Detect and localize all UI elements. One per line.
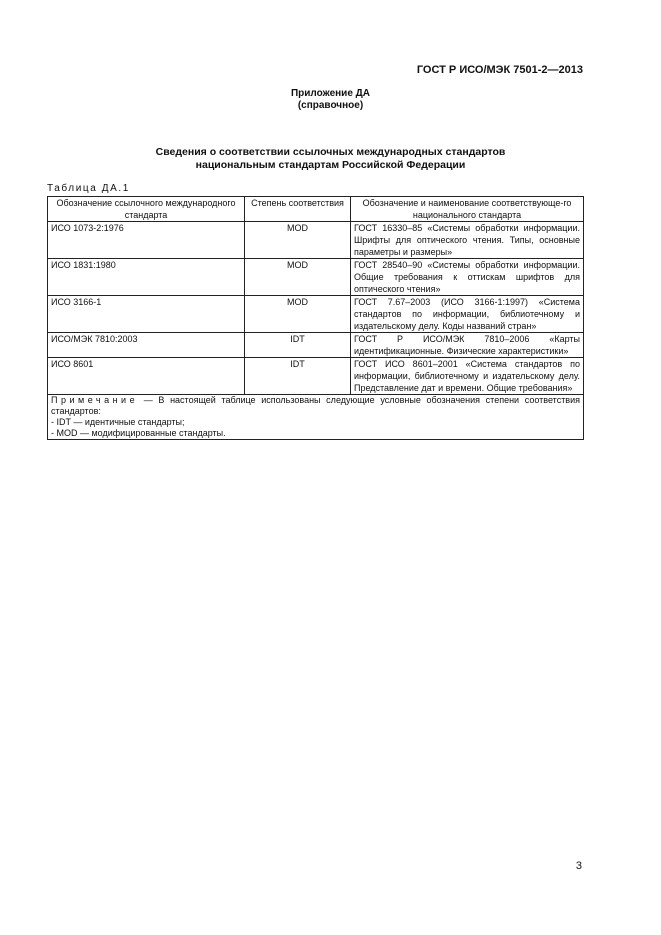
header-intl-standard: Обозначение ссылочного международного стандарта	[48, 197, 245, 222]
appendix-title: Приложение ДА	[290, 88, 371, 99]
document-code: ГОСТ Р ИСО/МЭК 7501-2—2013	[416, 64, 583, 76]
note-label: Примечание	[51, 395, 139, 405]
header-national-standard: Обозначение и наименование соответствующе-го национального стандарта	[351, 197, 584, 222]
section-title-line-1: Сведения о соответствии ссылочных международных стандартов	[155, 146, 506, 158]
compliance-table	[47, 196, 584, 440]
table-row	[48, 333, 584, 358]
note-text: — В настоящей таблице использованы следующие условные обозначения степени соответствия стандартов:	[51, 395, 580, 416]
national-standard-cell: ГОСТ 28540–90 «Системы обработки информации. Общие требования к оттискам шрифтов для оптического чтения»	[351, 259, 584, 296]
national-standard-cell: ГОСТ ИСО 8601–2001 «Система стандартов по информации, библиотечному и издательскому делу. Представление дат и времени. Общие требования»	[351, 358, 584, 395]
appendix-subtitle: (справочное)	[297, 100, 364, 111]
intl-standard-cell: ИСО 1073-2:1976	[48, 222, 245, 259]
note-item-mod: - MOD — модифицированные стандарты.	[51, 428, 226, 438]
table-row	[48, 259, 584, 296]
degree-cell: MOD	[245, 296, 351, 333]
national-standard-cell: ГОСТ 16330–85 «Системы обработки информации. Шрифты для оптического чтения. Типы, основные параметры и размеры»	[351, 222, 584, 259]
intl-standard-cell: ИСО/МЭК 7810:2003	[48, 333, 245, 358]
degree-cell: IDT	[245, 358, 351, 395]
page-number: 3	[575, 860, 582, 872]
degree-cell: MOD	[245, 222, 351, 259]
table-caption: Таблица ДА.1	[47, 183, 130, 194]
table-row	[48, 358, 584, 395]
national-standard-cell: ГОСТ 7.67–2003 (ИСО 3166-1:1997) «Система стандартов по информации, библиотечному и издательскому делу. Коды названий стран»	[351, 296, 584, 333]
intl-standard-cell: ИСО 3166-1	[48, 296, 245, 333]
intl-standard-cell: ИСО 8601	[48, 358, 245, 395]
section-title	[0, 146, 661, 171]
national-standard-cell: ГОСТ Р ИСО/МЭК 7810–2006 «Карты идентификационные. Физические характеристики»	[351, 333, 584, 358]
intl-standard-cell: ИСО 1831:1980	[48, 259, 245, 296]
table-note	[48, 395, 584, 440]
table-row	[48, 222, 584, 259]
table-row	[48, 296, 584, 333]
appendix-heading	[0, 88, 661, 112]
table-note-row	[48, 395, 584, 440]
degree-cell: MOD	[245, 259, 351, 296]
table-header-row	[48, 197, 584, 222]
section-title-line-2: национальным стандартам Российской Федерации	[195, 158, 466, 171]
note-item-idt: - IDT — идентичные стандарты;	[51, 417, 185, 427]
degree-cell: IDT	[245, 333, 351, 358]
header-compliance-degree: Степень соответствия	[245, 197, 351, 222]
